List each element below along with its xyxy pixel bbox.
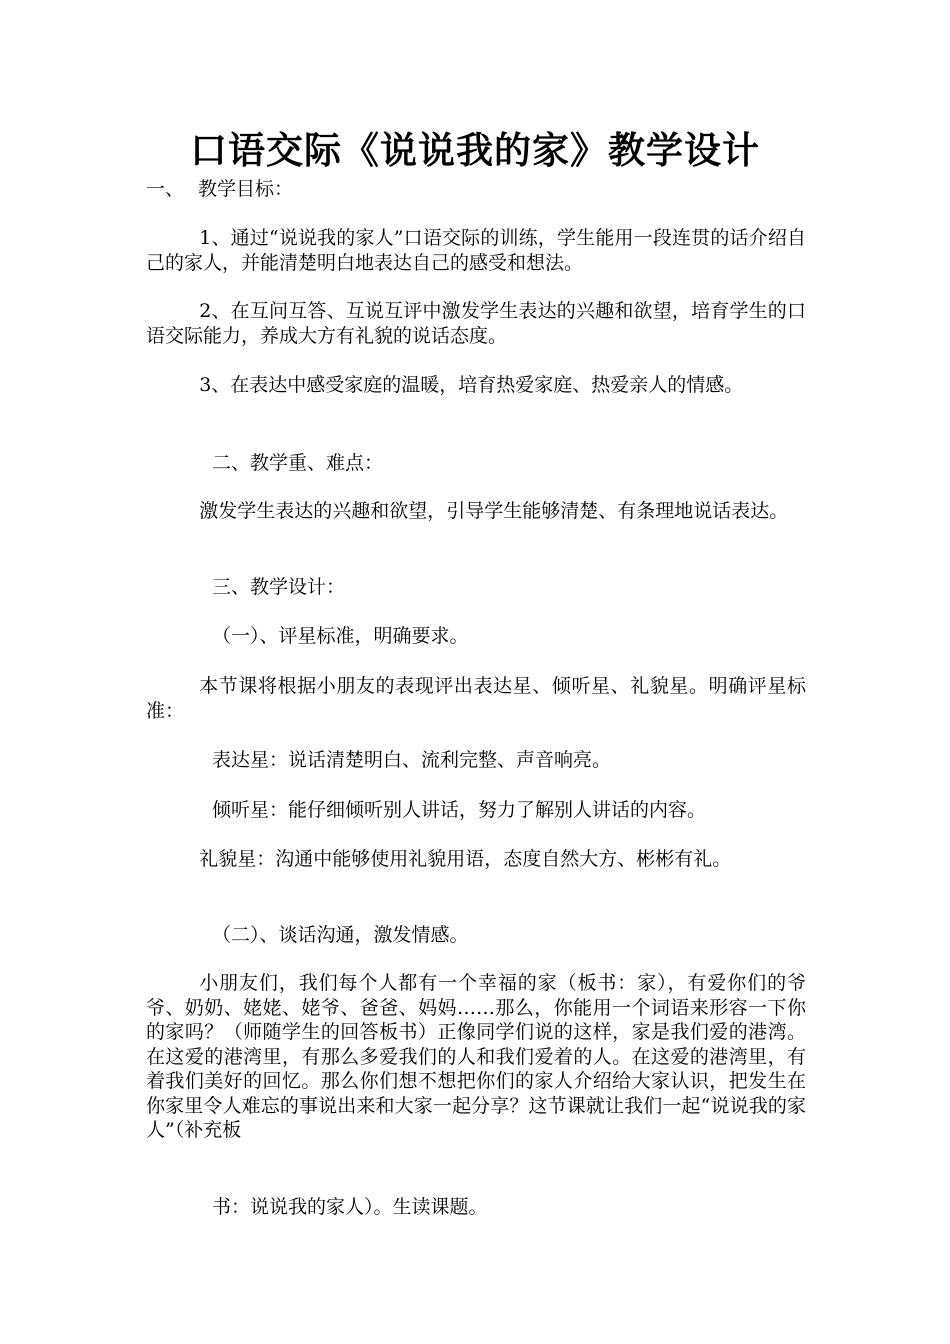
star-criteria-listening: 倾听星：能仔细倾听别人讲话，努力了解别人讲话的内容。 — [212, 799, 707, 821]
subsection-heading-2: （二）、谈话沟通，激发情感。 — [212, 924, 469, 946]
section-heading-objectives — [146, 176, 293, 202]
objective-paragraph-2: 2、在互问互答、互说互评中激发学生表达的兴趣和欲望，培育学生的口语交际能力，养成大方有礼貌的说话态度。 — [146, 300, 806, 347]
document-title: 口语交际《说说我的家》教学设计 — [190, 129, 760, 172]
objective-paragraph-3: 3、在表达中感受家庭的温暖，培育热爱家庭、热爱亲人的情感。 — [199, 374, 744, 396]
section-heading-key-points: 二、教学重、难点： — [212, 452, 384, 474]
section-number: 一、 — [146, 178, 185, 200]
objective-paragraph-1: 1、通过“说说我的家人”口语交际的训练，学生能用一段连贯的话介绍自己的家人，并能清楚明白地表达自己的感受和想法。 — [146, 227, 806, 274]
star-intro-paragraph: 本节课将根据小朋友的表现评出表达星、倾听星、礼貌星。明确评星标准： — [146, 675, 806, 722]
star-criteria-expression: 表达星：说话清楚明白、流利完整、声音响亮。 — [212, 749, 612, 771]
star-criteria-manners: 礼貌星：沟通中能够使用礼貌用语，态度自然大方、彬彬有礼。 — [199, 848, 732, 870]
subsection-heading-1: （一）、评星标准，明确要求。 — [212, 625, 469, 647]
conversation-paragraph: 小朋友们，我们每个人都有一个幸福的家（板书：家），有爱你们的爷爷、奶奶、姥姥、姥爷、爸爸、妈妈……那么，你能用一个词语来形容一下你的家吗？（师随学生的回答板书）正像同学们说的这样，家是我们爱的港湾。在这爱的港湾里，有那么多爱我们的人和我们爱着的人。在这爱的港湾里，有着我们美好的回忆。那么你们想不想把你们的家人介绍给大家认识，把发生在你家里令人难忘的事说出来和大家一起分享？这节课就让我们一起“说说我的家人”（补充板 — [146, 972, 806, 1141]
key-points-paragraph: 激发学生表达的兴趣和欲望，引导学生能够清楚、有条理地说话表达。 — [199, 500, 789, 522]
section-heading-text: 教学目标： — [198, 178, 294, 200]
conversation-paragraph-continued: 书：说说我的家人）。生读课题。 — [212, 1196, 488, 1218]
section-heading-design: 三、教学设计： — [212, 576, 346, 598]
